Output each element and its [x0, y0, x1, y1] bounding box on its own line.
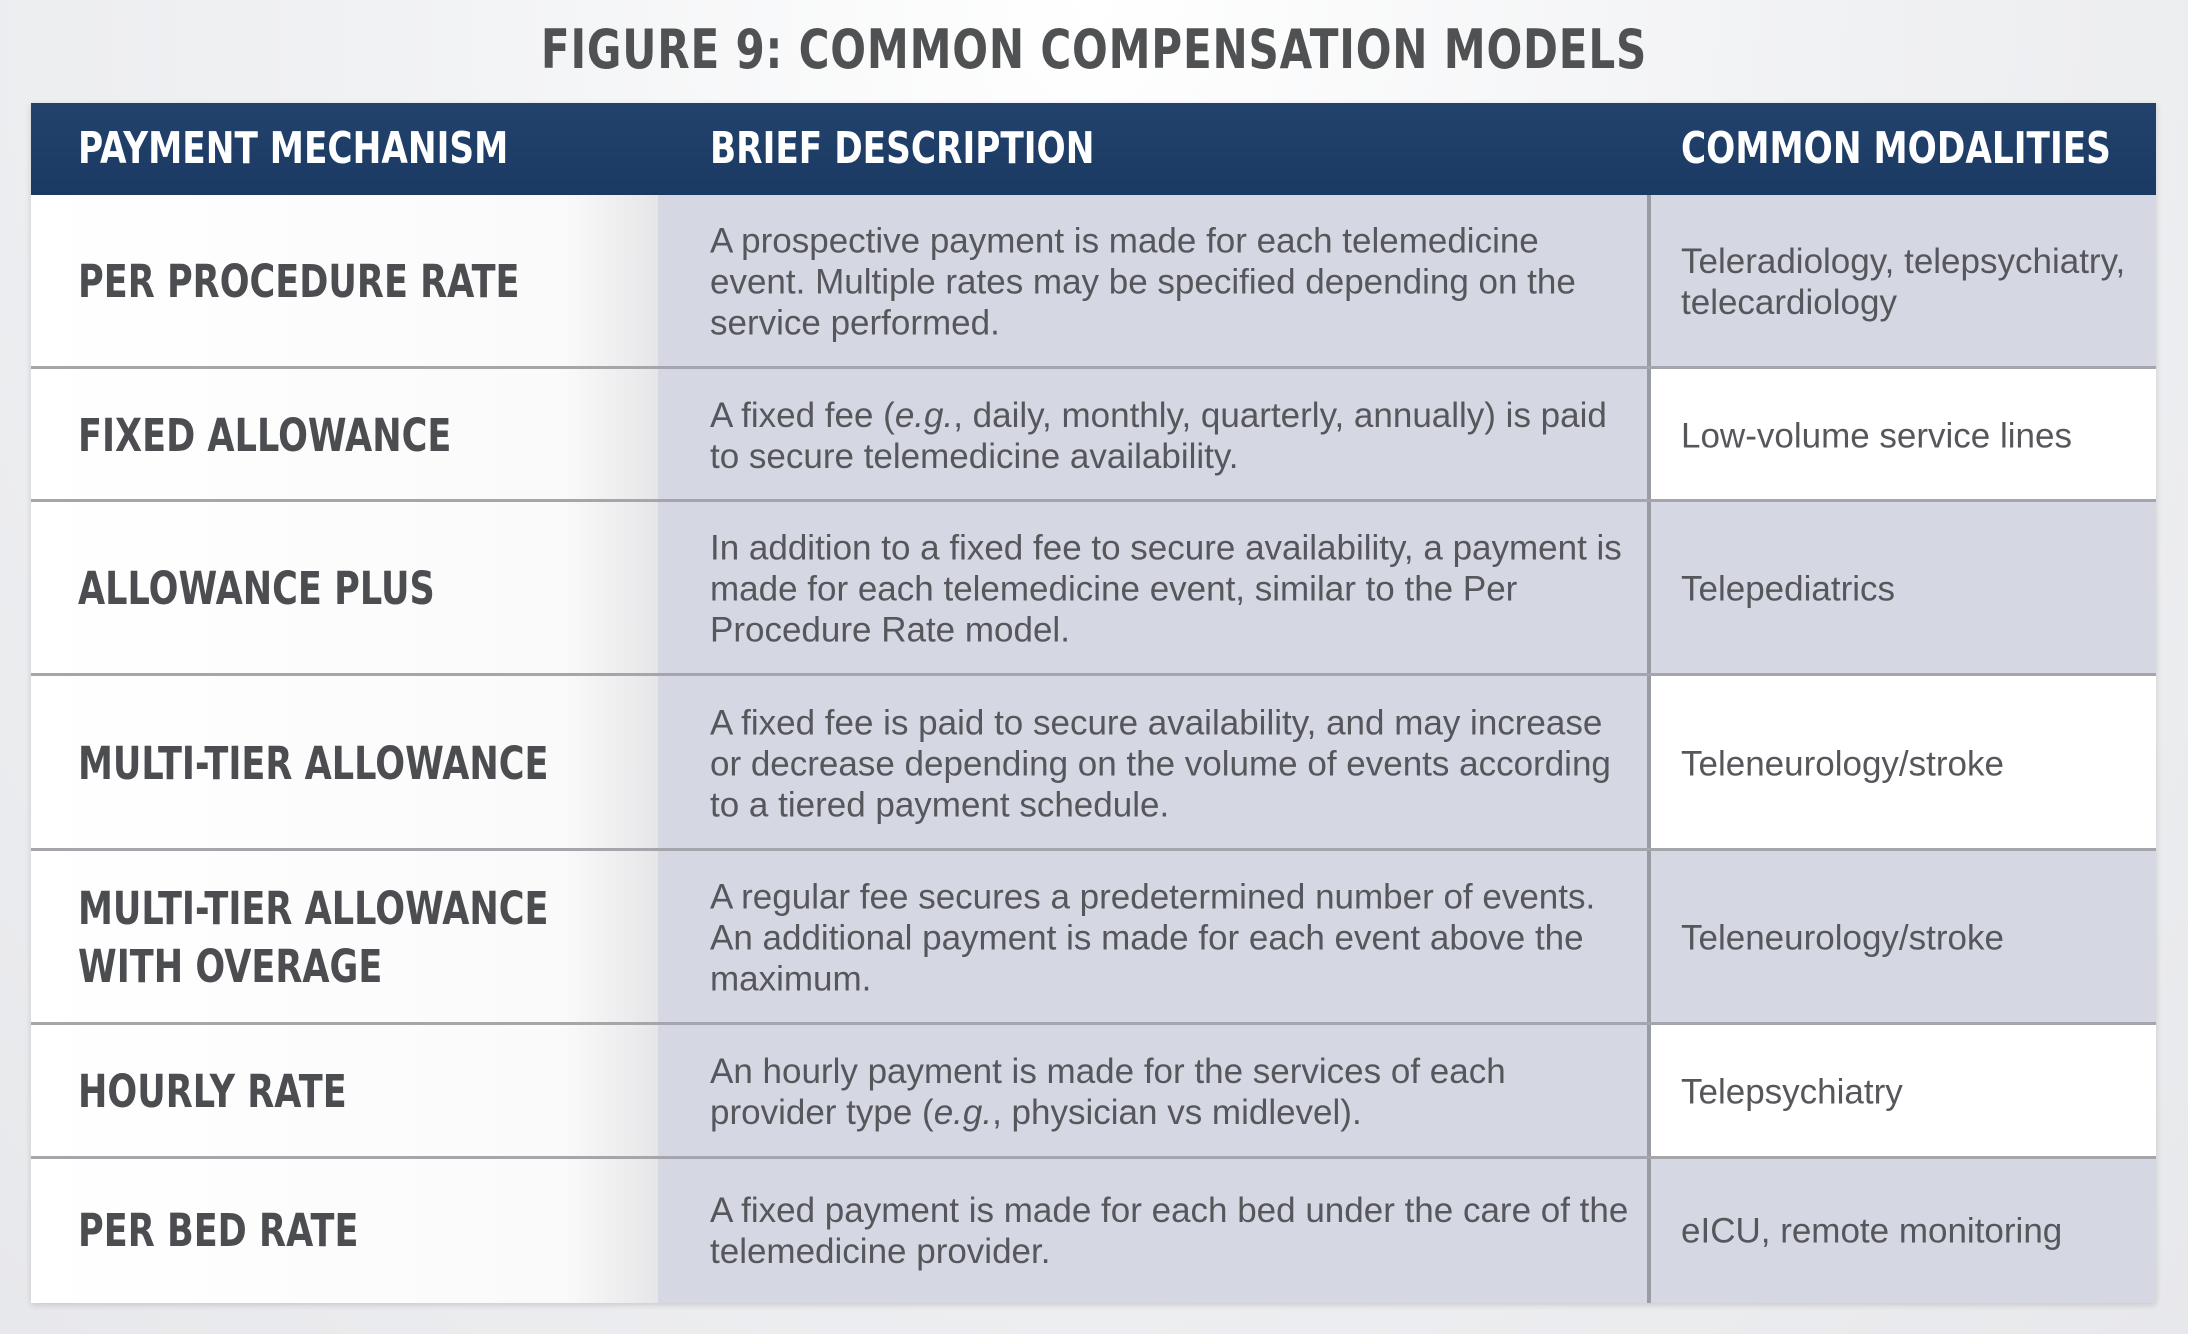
header-payment-mechanism: PAYMENT MECHANISM	[78, 123, 509, 174]
table-row	[31, 502, 2156, 676]
modalities-cell: Telepsychiatry	[1681, 1072, 1903, 1112]
compensation-table	[31, 103, 2156, 1303]
description-cell	[710, 1051, 1630, 1133]
table-header	[31, 103, 2156, 198]
description-text: , daily, monthly, quarterly, annually) is paid to secure telemedicine availability.	[710, 395, 1607, 476]
mechanism-cell: MULTI-TIER ALLOWANCE WITH OVERAGE	[78, 882, 549, 993]
column-divider	[1647, 851, 1651, 1025]
header-brief-description: BRIEF DESCRIPTION	[710, 123, 1095, 174]
table-row	[31, 195, 2156, 369]
table-row	[31, 369, 2156, 502]
description-cell: A fixed fee is paid to secure availability, and may increase or decrease depending on the volume of events according to a tiered payment schedule.	[710, 703, 1611, 824]
modalities-cell: Low-volume service lines	[1681, 416, 2072, 455]
description-cell: A fixed payment is made for each bed under the care of the telemedicine provider.	[710, 1191, 1629, 1271]
table-row	[31, 1159, 2156, 1303]
header-common-modalities: COMMON MODALITIES	[1681, 123, 2111, 174]
mechanism-cell: PER BED RATE	[78, 1204, 359, 1257]
description-cell: A prospective payment is made for each telemedicine event. Multiple rates may be specified depending on the service performed.	[710, 221, 1576, 343]
description-text: , physician vs midlevel).	[992, 1093, 1362, 1132]
description-cell: In addition to a fixed fee to secure availability, a payment is made for each telemedicine event, similar to the Per Procedure Rate model.	[710, 528, 1622, 650]
column-divider	[1647, 1025, 1651, 1159]
modalities-cell: Teleradiology, telepsychiatry, telecardiology	[1681, 242, 2126, 322]
mechanism-cell: PER PROCEDURE RATE	[78, 255, 520, 308]
modalities-cell: eICU, remote monitoring	[1681, 1211, 2063, 1251]
column-divider	[1647, 502, 1651, 676]
table-row	[31, 1025, 2156, 1159]
table-row	[31, 851, 2156, 1025]
modalities-cell: Teleneurology/stroke	[1681, 744, 2004, 783]
column-divider	[1647, 1159, 1651, 1303]
mechanism-cell: FIXED ALLOWANCE	[78, 408, 452, 462]
column-divider	[1647, 369, 1651, 502]
mechanism-cell: HOURLY RATE	[78, 1065, 347, 1118]
table-row	[31, 676, 2156, 851]
mechanism-cell: ALLOWANCE PLUS	[78, 562, 435, 615]
column-divider	[1647, 676, 1651, 851]
page-title: FIGURE 9: COMMON COMPENSATION MODELS	[540, 18, 1648, 81]
description-text: A fixed fee (	[710, 395, 895, 435]
description-text: An hourly payment is made for the services of each provider type (	[710, 1052, 1506, 1132]
modalities-cell: Telepediatrics	[1681, 569, 1895, 609]
mechanism-cell: MULTI-TIER ALLOWANCE	[78, 736, 549, 790]
description-emphasis: e.g.	[894, 395, 954, 435]
column-divider	[1647, 195, 1651, 369]
description-cell: A regular fee secures a predetermined number of events. An additional payment is made for each event above the maximum.	[710, 877, 1596, 999]
description-emphasis: e.g.	[933, 1093, 993, 1132]
description-cell	[710, 395, 1630, 477]
modalities-cell: Teleneurology/stroke	[1681, 918, 2004, 958]
